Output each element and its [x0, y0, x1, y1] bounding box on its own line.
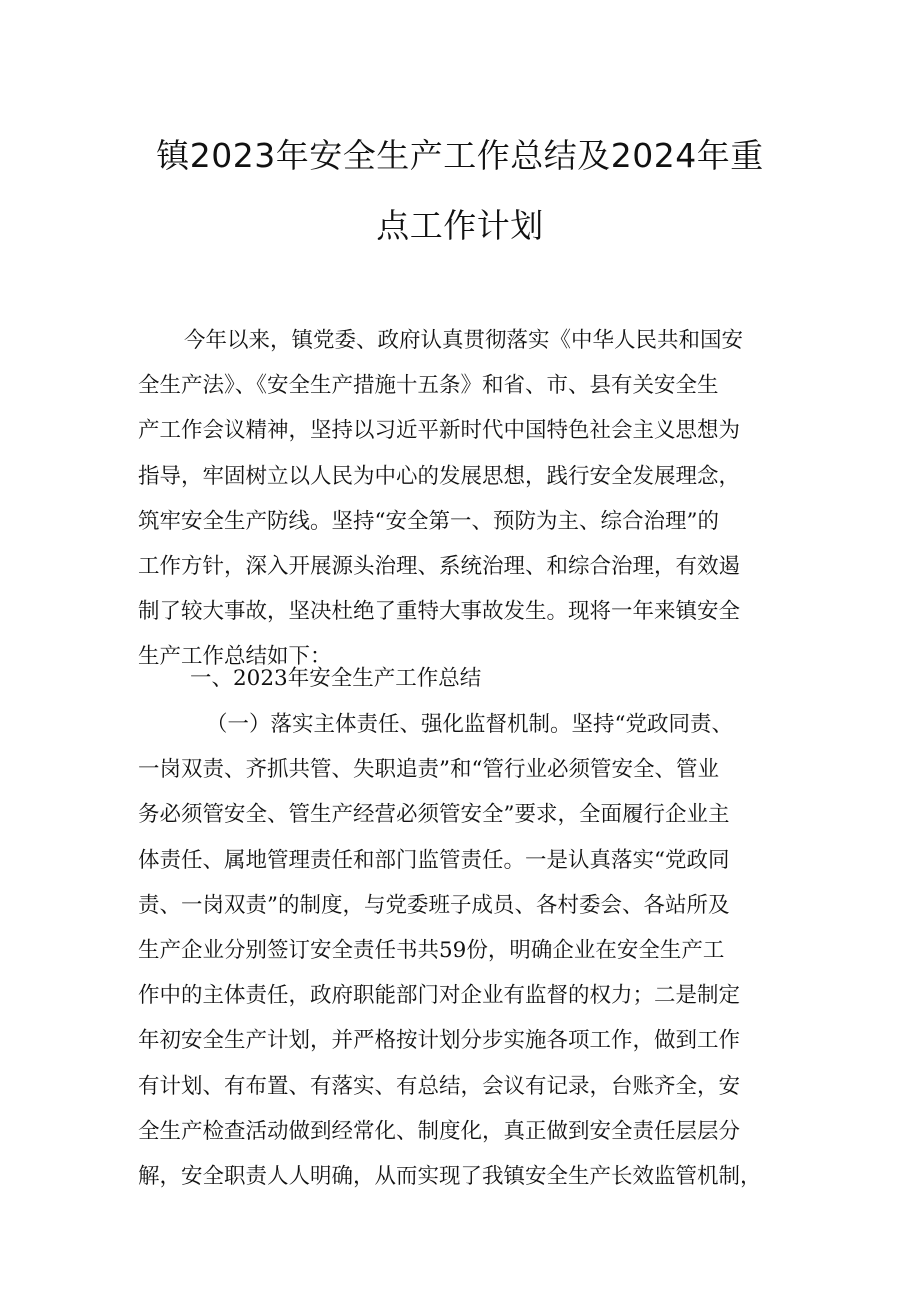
paragraph-line: 体责任、属地管理责任和部门监管责任。一是认真落实“党政同 [138, 847, 730, 873]
document-title-line-2: 点工作计划 [376, 206, 544, 245]
paragraph-line: 生产工作总结如下： [138, 644, 332, 670]
paragraph-line: 一岗双责、齐抓共管、失职追责”和“管行业必须管安全、管业 [138, 757, 719, 783]
paragraph-line: （一）落实主体责任、强化监督机制。坚持“党政同责、 [206, 712, 733, 737]
paragraph-line: 全生产法》、《安全生产措施十五条》和省、市、县有关安全生 [138, 373, 719, 399]
subsection-paragraph [138, 702, 788, 1199]
paragraph-line: 年初安全生产计划，并严格按计划分步实施各项工作，做到工作 [138, 1028, 741, 1054]
paragraph-line: 筑牢安全生产防线。坚持“安全第一、预防为主、综合治理”的 [138, 508, 719, 534]
paragraph-line: 有计划、有布置、有落实、有总结，会议有记录，台账齐全，安 [138, 1073, 741, 1099]
paragraph-line: 全生产检查活动做到经常化、制度化，真正做到安全责任层层分 [138, 1118, 741, 1144]
intro-paragraph [138, 318, 788, 680]
paragraph-line: 解，安全职责人人明确，从而实现了我镇安全生产长效监管机制， [138, 1163, 762, 1189]
section-heading [138, 656, 788, 701]
paragraph-line: 责、一岗双责”的制度，与党委班子成员、各村委会、各站所及 [138, 892, 730, 918]
paragraph-line: 作中的主体责任，政府职能部门对企业有监督的权力；二是制定 [138, 983, 741, 1009]
paragraph-line: 指导，牢固树立以人民为中心的发展思想，践行安全发展理念， [138, 463, 741, 489]
section-heading-text: 一、2023年安全生产工作总结 [190, 666, 482, 691]
paragraph-line: 工作方针，深入开展源头治理、系统治理、和综合治理，有效遏 [138, 553, 741, 579]
document-title-line-1: 镇2023年安全生产工作总结及2024年重 [156, 136, 764, 175]
paragraph-line: 务必须管安全、管生产经营必须管安全”要求，全面履行企业主 [138, 802, 730, 828]
paragraph-line: 今年以来，镇党委、政府认真贯彻落实《中华人民共和国安 [184, 328, 744, 353]
paragraph-line: 制了较大事故，坚决杜绝了重特大事故发生。现将一年来镇安全 [138, 599, 741, 625]
paragraph-line: 产工作会议精神，坚持以习近平新时代中国特色社会主义思想为 [138, 418, 741, 444]
paragraph-line: 生产企业分别签订安全责任书共59份，明确企业在安全生产工 [138, 937, 725, 963]
